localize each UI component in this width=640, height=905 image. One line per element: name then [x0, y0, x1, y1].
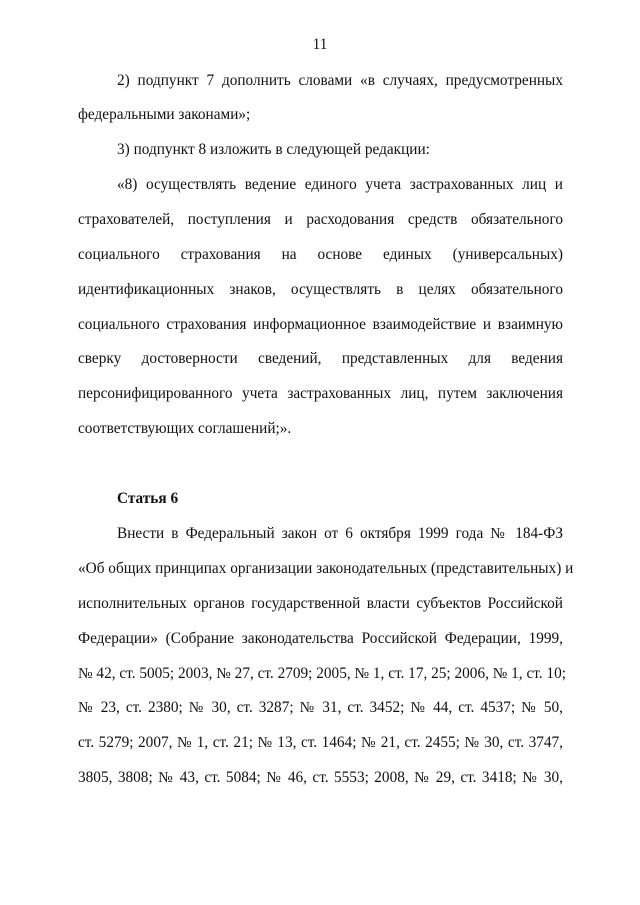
paragraph-line: исполнительных органов государственной власти субъектов Российской [78, 595, 563, 612]
article-heading: Статья 6 [117, 490, 179, 507]
paragraph-line: «Об общих принципах организации законодательных (представительных) и [78, 560, 574, 577]
paragraph-line: федеральными законами»; [78, 106, 251, 123]
paragraph-line: 2) подпункт 7 дополнить словами «в случаях, предусмотренных [117, 72, 563, 89]
paragraph-line: идентификационных знаков, осуществлять в целях обязательного [78, 281, 563, 298]
paragraph-line: Внести в Федеральный закон от 6 октября 1999 года № 184-ФЗ [117, 525, 563, 542]
paragraph-line: ст. 5279; 2007, № 1, ст. 21; № 13, ст. 1464; № 21, ст. 2455; № 30, ст. 3747, [78, 734, 563, 751]
paragraph-line: № 42, ст. 5005; 2003, № 27, ст. 2709; 2005, № 1, ст. 17, 25; 2006, № 1, ст. 10; [78, 665, 566, 682]
paragraph-line: 3805, 3808; № 43, ст. 5084; № 46, ст. 5553; 2008, № 29, ст. 3418; № 30, [78, 769, 563, 786]
page-number: 11 [312, 36, 328, 53]
paragraph-line: социального страхования на основе единых (универсальных) [78, 246, 563, 263]
paragraph-line: «8) осуществлять ведение единого учета застрахованных лиц и [117, 176, 563, 193]
paragraph-line: социального страхования информационное взаимодействие и взаимную [78, 316, 563, 333]
paragraph-line: Федерации» (Собрание законодательства Российской Федерации, 1999, [78, 630, 563, 647]
paragraph-line: 3) подпункт 8 изложить в следующей редакции: [117, 141, 430, 158]
paragraph-line: персонифицированного учета застрахованных лиц, путем заключения [78, 385, 563, 402]
paragraph-line: соответствующих соглашений;». [78, 420, 292, 437]
paragraph-line: № 23, ст. 2380; № 30, ст. 3287; № 31, ст. 3452; № 44, ст. 4537; № 50, [78, 699, 563, 716]
paragraph-line: сверку достоверности сведений, представленных для ведения [78, 350, 563, 367]
paragraph-line: страхователей, поступления и расходования средств обязательного [78, 211, 563, 228]
